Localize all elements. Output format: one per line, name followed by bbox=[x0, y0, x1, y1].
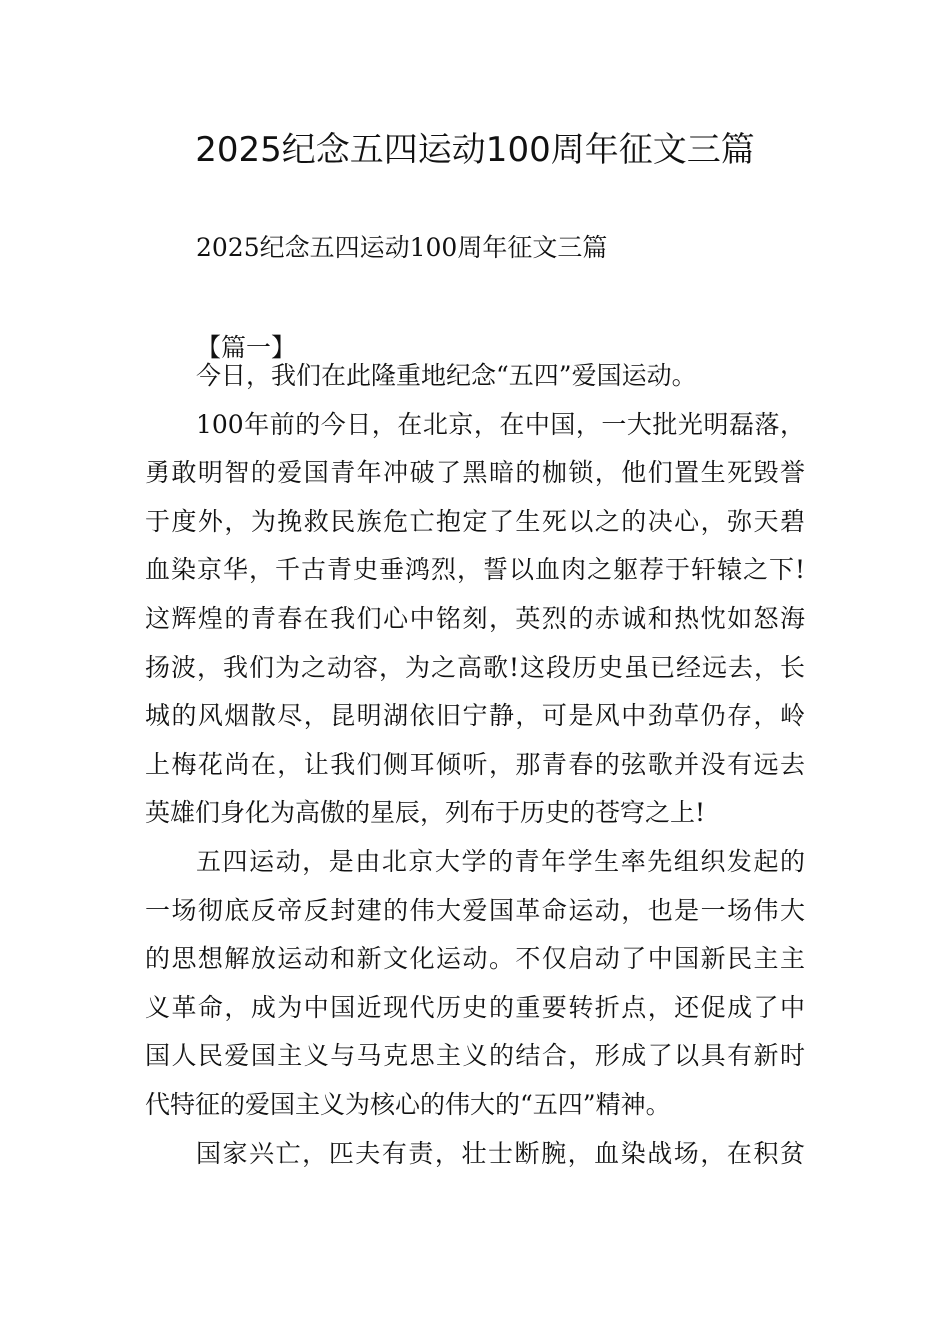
text-line: 血染京华，千古青史垂鸿烈，誓以血肉之躯荐于轩辕之下! bbox=[145, 555, 805, 585]
text-line: 城的风烟散尽，昆明湖依旧宁静，可是风中劲草仍存，岭 bbox=[145, 701, 805, 731]
text-line: 扬波，我们为之动容，为之高歌!这段历史虽已经远去，长 bbox=[145, 652, 805, 682]
text-line: 代特征的爱国主义为核心的伟大的“五四”精神。 bbox=[145, 1089, 671, 1119]
text-line: 国人民爱国主义与马克思主义的结合，形成了以具有新时 bbox=[145, 1041, 805, 1071]
body-text bbox=[145, 352, 805, 1178]
text-line: 这辉煌的青春在我们心中铭刻，英烈的赤诚和热忱如怒海 bbox=[145, 603, 805, 633]
document-title: 2025纪念五四运动100周年征文三篇 bbox=[195, 130, 755, 170]
text-line: 勇敢明智的爱国青年冲破了黑暗的枷锁，他们置生死毁誉 bbox=[145, 458, 805, 488]
text-line: 的思想解放运动和新文化运动。不仅启动了中国新民主主 bbox=[145, 944, 805, 974]
text-line: 上梅花尚在，让我们侧耳倾听，那青春的弦歌并没有远去 bbox=[145, 749, 805, 779]
text-line: 100年前的今日，在北京，在中国，一大批光明磊落， bbox=[196, 409, 805, 439]
text-line: 一场彻底反帝反封建的伟大爱国革命运动，也是一场伟大 bbox=[145, 895, 805, 925]
text-line: 于度外，为挽救民族危亡抱定了生死以之的决心，弥天碧 bbox=[145, 506, 805, 536]
document-subtitle: 2025纪念五四运动100周年征文三篇 bbox=[196, 233, 608, 262]
text-line: 英雄们身化为高傲的星辰，列布于历史的苍穹之上! bbox=[145, 798, 706, 828]
text-line: 五四运动，是由北京大学的青年学生率先组织发起的 bbox=[196, 846, 805, 876]
text-line: 今日，我们在此隆重地纪念“五四”爱国运动。 bbox=[196, 361, 697, 390]
section-label: 【篇一】 bbox=[196, 333, 297, 362]
text-line: 义革命，成为中国近现代历史的重要转折点，还促成了中 bbox=[145, 992, 805, 1022]
text-line: 国家兴亡，匹夫有责，壮士断腕，血染战场，在积贫 bbox=[196, 1138, 805, 1168]
